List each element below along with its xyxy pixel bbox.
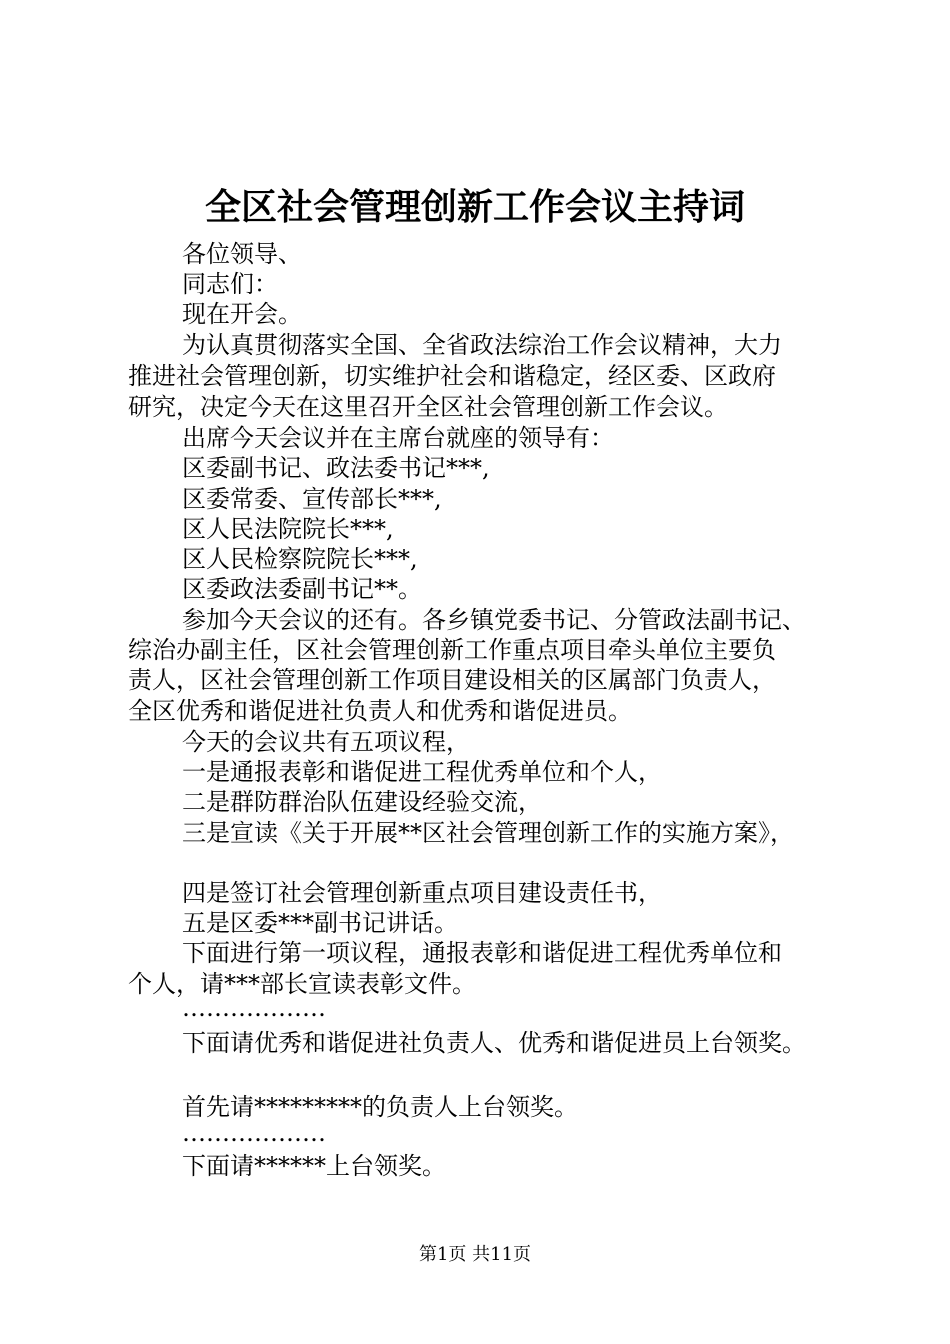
leader-line: 区人民检察院院长***, [182,545,418,573]
paragraph-line: 个人，请***部长宣读表彰文件。 [128,970,476,998]
salutation-line: 同志们： [182,270,278,298]
leader-line: 区委副书记、政法委书记***, [182,454,490,482]
leader-line: 区委常委、宣传部长***, [182,485,442,513]
agenda-line: 二是群防群治队伍建设经验交流， [182,788,542,816]
agenda-line: 四是签订社会管理创新重点项目建设责任书， [182,879,662,907]
agenda-line: 今天的会议共有五项议程， [182,728,470,756]
paragraph-line: 综治办副主任，区社会管理创新工作重点项目牵头单位主要负 [128,636,776,664]
document-title: 全区社会管理创新工作会议主持词 [204,186,745,228]
leader-line: 区委政法委副书记**。 [182,575,422,603]
ellipsis-line: ……………… [182,1119,326,1147]
paragraph-line: 下面请优秀和谐促进社负责人、优秀和谐促进员上台领奖。 [182,1029,806,1057]
paragraph-line: 推进社会管理创新，切实维护社会和谐稳定，经区委、区政府 [128,362,776,390]
agenda-line: 一是通报表彰和谐促进工程优秀单位和个人， [182,758,662,786]
paragraph-line: 出席今天会议并在主席台就座的领导有： [182,424,614,452]
paragraph-line: 全区优秀和谐促进社负责人和优秀和谐促进员。 [128,697,632,725]
paragraph-line: 首先请*********的负责人上台领奖。 [182,1093,578,1121]
paragraph-line: 现在开会。 [182,300,302,328]
agenda-line: 三是宣读《关于开展**区社会管理创新工作的实施方案》， [182,819,794,847]
paragraph-line: 参加今天会议的还有。各乡镇党委书记、分管政法副书记、 [182,606,806,634]
salutation-line: 各位领导、 [182,240,302,268]
paragraph-line: 下面进行第一项议程，通报表彰和谐促进工程优秀单位和 [182,939,782,967]
agenda-line: 五是区委***副书记讲话。 [182,909,458,937]
paragraph-line: 下面请******上台领奖。 [182,1152,446,1180]
paragraph-line: 研究，决定今天在这里召开全区社会管理创新工作会议。 [128,393,728,421]
page-number-footer: 第1页 共11页 [418,1244,532,1265]
paragraph-line: 为认真贯彻落实全国、全省政法综治工作会议精神，大力 [182,331,782,359]
paragraph-line: 责人，区社会管理创新工作项目建设相关的区属部门负责人， [128,666,776,694]
leader-line: 区人民法院院长***, [182,515,394,543]
ellipsis-line: ……………… [182,994,326,1022]
